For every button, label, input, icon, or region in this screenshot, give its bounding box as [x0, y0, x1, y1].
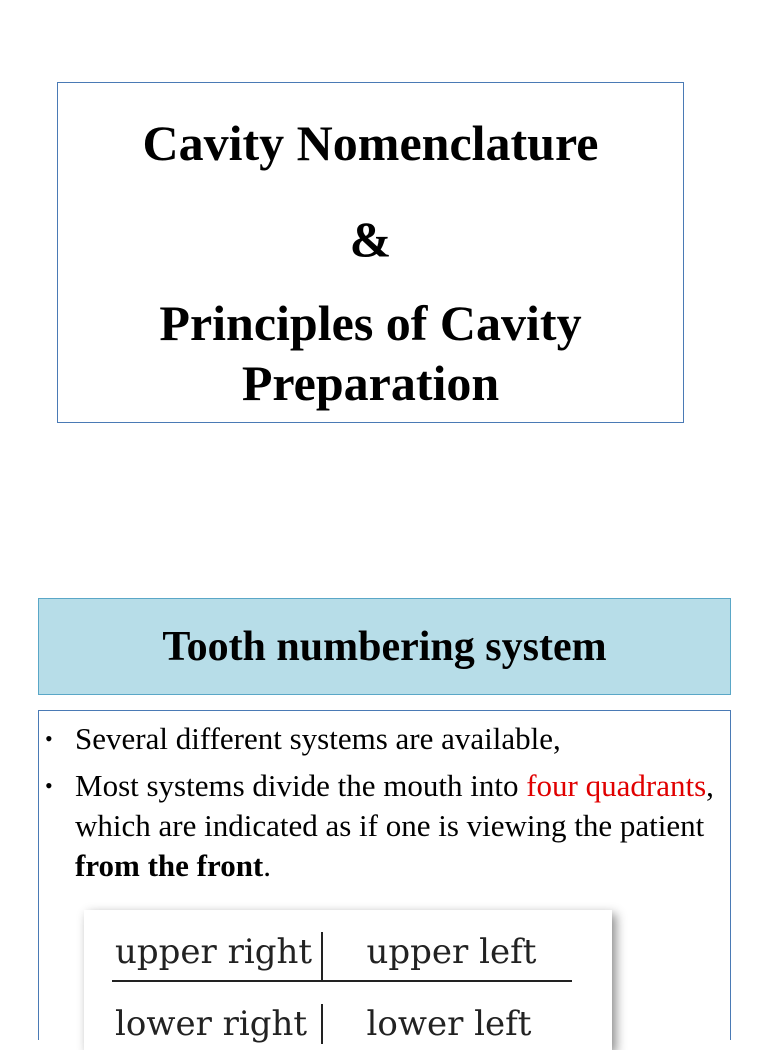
- bullet-2-end: .: [263, 848, 272, 883]
- bullet-dot-icon: •: [45, 773, 53, 798]
- bullet-1-text: Several different systems are available,: [75, 721, 561, 756]
- bullet-2-highlight-four: four: [526, 768, 578, 803]
- bullet-2-pre: Most systems divide the mouth into: [75, 768, 527, 803]
- bullet-list: [39, 719, 730, 893]
- quadrant-row-upper: [112, 932, 572, 982]
- quadrant-lower-right: lower right: [115, 1004, 308, 1044]
- bullet-2-bold: from the front: [75, 848, 264, 883]
- quadrant-row-lower: [112, 982, 572, 1044]
- quadrant-lower-left: lower left: [321, 1004, 573, 1044]
- quadrant-upper-right: upper right: [115, 932, 313, 972]
- section-heading-text: Tooth numbering system: [162, 623, 607, 670]
- bullet-dot-icon: •: [45, 726, 53, 751]
- title-line-2: [58, 293, 683, 413]
- bullet-item-2: [39, 766, 730, 886]
- title-line-2b: Preparation: [241, 355, 500, 411]
- bullet-2-highlight-quadrants: quadrants: [585, 768, 707, 803]
- title-ampersand: &: [349, 211, 392, 267]
- title-box: [57, 82, 684, 423]
- section-heading: [38, 598, 731, 695]
- quadrant-upper-left: upper left: [321, 932, 573, 980]
- quadrant-table: [112, 932, 572, 1044]
- bullet-item-1: [39, 719, 730, 759]
- quadrant-table-image: [84, 910, 612, 1050]
- bullet-2-mid: , which are indicated as if one is viewing the patient: [75, 768, 714, 843]
- title-line-2a: Principles of Cavity: [159, 295, 582, 351]
- title-line-1: Cavity Nomenclature: [142, 115, 599, 171]
